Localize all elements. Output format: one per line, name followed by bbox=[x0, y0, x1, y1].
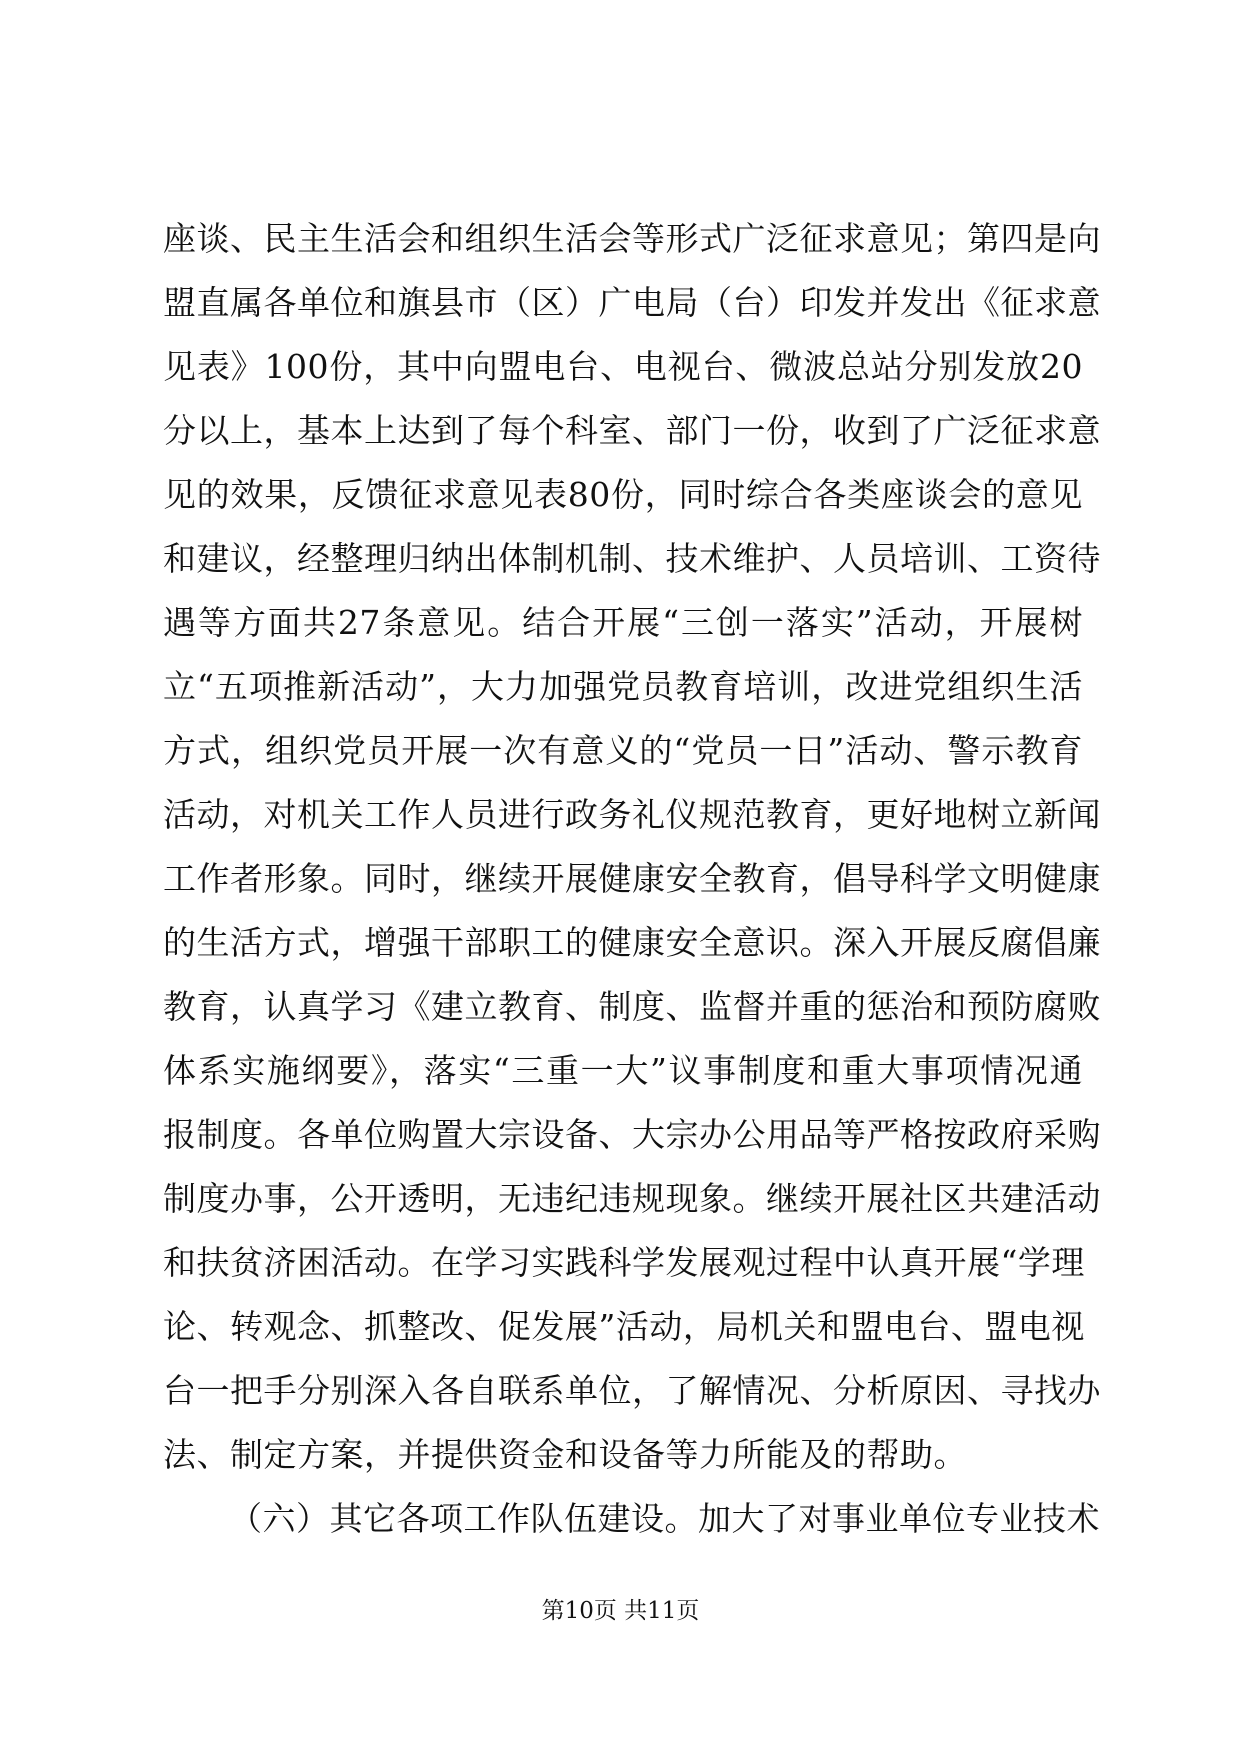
text-line: 立“五项推新活动”，大力加强党员教育培训，改进党组织生活 bbox=[163, 667, 1083, 706]
text-line: 台一把手分别深入各自联系单位，了解情况、分析原因、寻找办 bbox=[163, 1371, 1101, 1410]
text-line: 盟直属各单位和旗县市（区）广电局（台）印发并发出《征求意 bbox=[163, 283, 1101, 322]
text-line: （六）其它各项工作队伍建设。加大了对事业单位专业技术 bbox=[229, 1499, 1100, 1538]
text-line: 分以上，基本上达到了每个科室、部门一份，收到了广泛征求意 bbox=[163, 411, 1101, 450]
text-line: 见表》100份，其中向盟电台、电视台、微波总站分别发放20 bbox=[163, 347, 1083, 386]
text-line: 和建议，经整理归纳出体制机制、技术维护、人员培训、工资待 bbox=[163, 539, 1101, 578]
text-line: 报制度。各单位购置大宗设备、大宗办公用品等严格按政府采购 bbox=[163, 1115, 1101, 1154]
text-line: 的生活方式，增强干部职工的健康安全意识。深入开展反腐倡廉 bbox=[163, 923, 1101, 962]
text-line: 论、转观念、抓整改、促发展”活动，局机关和盟电台、盟电视 bbox=[163, 1307, 1085, 1346]
text-line: 方式，组织党员开展一次有意义的“党员一日”活动、警示教育 bbox=[163, 731, 1083, 770]
text-line: 见的效果，反馈征求意见表80份，同时综合各类座谈会的意见 bbox=[163, 475, 1083, 514]
text-line: 遇等方面共27条意见。结合开展“三创一落实”活动，开展树 bbox=[163, 603, 1083, 642]
paragraph bbox=[163, 1487, 1100, 1551]
text-line: 活动，对机关工作人员进行政务礼仪规范教育，更好地树立新闻 bbox=[163, 795, 1101, 834]
text-line: 教育，认真学习《建立教育、制度、监督并重的惩治和预防腐败 bbox=[163, 987, 1101, 1026]
text-line: 工作者形象。同时，继续开展健康安全教育，倡导科学文明健康 bbox=[163, 859, 1101, 898]
text-line: 和扶贫济困活动。在学习实践科学发展观过程中认真开展“学理 bbox=[163, 1243, 1085, 1282]
text-line: 法、制定方案，并提供资金和设备等力所能及的帮助。 bbox=[163, 1435, 967, 1474]
text-line: 体系实施纲要》，落实“三重一大”议事制度和重大事项情况通 bbox=[163, 1051, 1083, 1090]
page-number: 第10页 共11页 bbox=[541, 1598, 700, 1624]
body-text bbox=[163, 207, 1101, 1551]
text-line: 制度办事，公开透明，无违纪违规现象。继续开展社区共建活动 bbox=[163, 1179, 1101, 1218]
paragraph bbox=[163, 207, 1101, 1487]
text-line: 座谈、民主生活会和组织生活会等形式广泛征求意见；第四是向 bbox=[163, 219, 1101, 258]
